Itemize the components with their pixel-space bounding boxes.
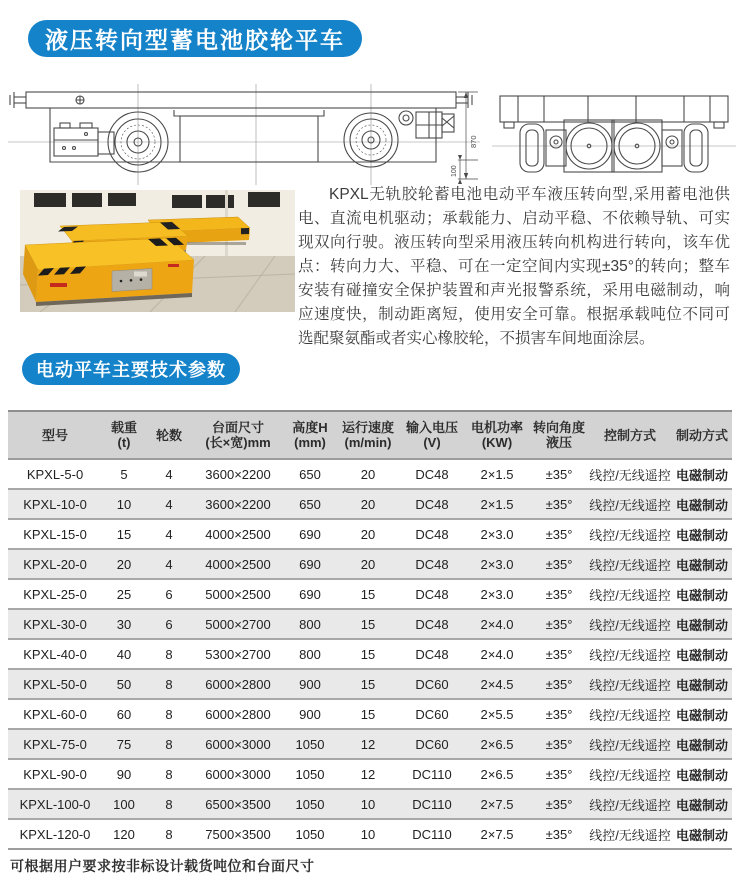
column-header: 型号 xyxy=(8,411,102,459)
table-cell: 1050 xyxy=(295,736,325,752)
table-cell: 线控/无线遥控 xyxy=(589,617,671,633)
column-header: 控制方式 xyxy=(588,411,672,459)
table-cell: 线控/无线遥控 xyxy=(589,497,671,513)
table-cell: 10 xyxy=(360,796,376,812)
table-cell: KPXL-120-0 xyxy=(19,826,91,842)
table-row xyxy=(8,489,732,519)
table-cell: DC110 xyxy=(412,826,452,842)
table-cell: 线控/无线遥控 xyxy=(589,527,671,543)
table-cell: 6000×3000 xyxy=(205,766,271,782)
table-cell: 900 xyxy=(299,706,321,722)
column-header: 轮数 xyxy=(146,411,192,459)
table-cell: 2×6.5 xyxy=(480,736,514,752)
table-cell: 10 xyxy=(360,826,376,842)
table-cell: 15 xyxy=(360,616,376,632)
table-cell: ±35° xyxy=(545,736,573,752)
column-header: 输入电压 (V) xyxy=(400,411,464,459)
table-cell: 2×5.5 xyxy=(480,706,514,722)
table-cell: KPXL-90-0 xyxy=(23,766,87,782)
table-cell: DC48 xyxy=(415,496,449,512)
table-cell: 电磁制动 xyxy=(675,617,728,633)
page-title-banner xyxy=(28,20,362,57)
specs-table-body xyxy=(8,459,732,849)
table-cell: 800 xyxy=(299,646,321,662)
table-cell: 电磁制动 xyxy=(675,767,728,783)
table-row xyxy=(8,819,732,849)
table-cell: 2×3.0 xyxy=(480,586,514,602)
table-cell: 电磁制动 xyxy=(675,737,728,753)
table-cell: KPXL-50-0 xyxy=(23,676,87,692)
table-cell: KPXL-100-0 xyxy=(19,796,91,812)
product-description: KPXL无轨胶轮蓄电池电动平车液压转向型,采用蓄电池供电、直流电机驱动；承载能力、启动平稳、不依赖导轨、可实现双向行驶。液压转向型采用液压转向机构进行转向，该车优点：转向力大、平稳、可在一定空间内实现±35°的转向；整车安装有碰撞安全保护装置和声光报警系统，采用电磁制动，响应速度快，制动距离短，使用安全可靠。根据承载吨位不同可选配聚氨酯或者实心橡胶轮，不损害车间地面涂层。 xyxy=(298,186,730,347)
table-cell: 2×7.5 xyxy=(480,826,514,842)
table-cell: DC48 xyxy=(415,526,449,542)
table-cell: 5000×2700 xyxy=(205,616,271,632)
table-cell: KPXL-10-0 xyxy=(23,496,87,512)
table-cell: DC110 xyxy=(412,796,452,812)
table-cell: 690 xyxy=(299,526,321,542)
table-cell: 12 xyxy=(360,766,376,782)
table-cell: 20 xyxy=(360,526,376,542)
table-cell: DC48 xyxy=(415,646,449,662)
column-header: 运行速度 (m/min) xyxy=(336,411,400,459)
table-cell: 电磁制动 xyxy=(675,467,728,483)
table-cell: 电磁制动 xyxy=(675,497,728,513)
table-cell: 8 xyxy=(165,706,173,722)
table-cell: 650 xyxy=(299,466,321,482)
table-cell: 3600×2200 xyxy=(205,496,271,512)
table-cell: 电磁制动 xyxy=(675,677,728,693)
table-cell: 1050 xyxy=(295,796,325,812)
column-header: 制动方式 xyxy=(672,411,732,459)
table-cell: 690 xyxy=(299,556,321,572)
table-cell: 线控/无线遥控 xyxy=(589,827,671,843)
table-cell: DC60 xyxy=(415,736,449,752)
table-cell: KPXL-20-0 xyxy=(23,556,87,572)
table-cell: 25 xyxy=(116,586,132,602)
table-cell: 线控/无线遥控 xyxy=(589,767,671,783)
table-cell: ±35° xyxy=(545,466,573,482)
table-cell: 线控/无线遥控 xyxy=(589,737,671,753)
table-cell: 10 xyxy=(116,496,132,512)
table-cell: 3600×2200 xyxy=(205,466,271,482)
column-header: 转向角度 液压 xyxy=(530,411,588,459)
end-view-drawing xyxy=(492,84,736,179)
table-cell: KPXL-25-0 xyxy=(23,586,87,602)
table-cell: 线控/无线遥控 xyxy=(589,707,671,723)
table-cell: ±35° xyxy=(545,496,573,512)
table-cell: 15 xyxy=(360,646,376,662)
table-cell: 30 xyxy=(116,616,132,632)
table-cell: 电磁制动 xyxy=(675,587,728,603)
table-cell: DC48 xyxy=(415,556,449,572)
table-cell: 15 xyxy=(360,706,376,722)
table-cell: 7500×3500 xyxy=(205,826,271,842)
table-cell: 2×4.5 xyxy=(480,676,514,692)
table-cell: 4 xyxy=(165,526,173,542)
table-cell: 20 xyxy=(116,556,132,572)
table-cell: 线控/无线遥控 xyxy=(589,587,671,603)
table-cell: 40 xyxy=(116,646,132,662)
table-cell: 100 xyxy=(113,796,135,812)
table-cell: KPXL-75-0 xyxy=(23,736,87,752)
section-title: 电动平车主要技术参数 xyxy=(36,360,226,380)
table-cell: 8 xyxy=(165,736,173,752)
table-cell: ±35° xyxy=(545,766,573,782)
table-cell: 5300×2700 xyxy=(205,646,271,662)
table-cell: DC48 xyxy=(415,466,449,482)
table-cell: KPXL-15-0 xyxy=(23,526,87,542)
specs-table-header xyxy=(8,411,732,459)
table-row xyxy=(8,699,732,729)
table-cell: ±35° xyxy=(545,616,573,632)
table-cell: 50 xyxy=(116,676,132,692)
table-cell: ±35° xyxy=(545,796,573,812)
table-cell: 8 xyxy=(165,646,173,662)
table-cell: 6000×2800 xyxy=(205,676,271,692)
dimension-label-100: 100 xyxy=(451,165,458,177)
table-cell: 线控/无线遥控 xyxy=(589,677,671,693)
table-cell: 2×1.5 xyxy=(480,466,514,482)
table-cell: 电磁制动 xyxy=(675,557,728,573)
table-cell: 75 xyxy=(116,736,132,752)
table-cell: ±35° xyxy=(545,556,573,572)
table-row xyxy=(8,789,732,819)
table-cell: 4 xyxy=(165,496,173,512)
table-cell: 4000×2500 xyxy=(205,526,271,542)
table-cell: KPXL-30-0 xyxy=(23,616,87,632)
table-cell: 5 xyxy=(120,466,128,482)
table-cell: 电磁制动 xyxy=(675,797,728,813)
table-cell: 650 xyxy=(299,496,321,512)
table-cell: 12 xyxy=(360,736,376,752)
table-cell: 1050 xyxy=(295,826,325,842)
table-cell: 8 xyxy=(165,826,173,842)
column-header: 电机功率 (KW) xyxy=(464,411,530,459)
table-cell: 电磁制动 xyxy=(675,827,728,843)
table-cell: DC110 xyxy=(412,766,452,782)
footer-note: 可根据用户要求按非标设计载货吨位和台面尺寸 xyxy=(10,858,315,874)
table-cell: 800 xyxy=(299,616,321,632)
table-row xyxy=(8,759,732,789)
table-cell: 2×7.5 xyxy=(480,796,514,812)
table-cell: 线控/无线遥控 xyxy=(589,467,671,483)
section-title-banner xyxy=(22,353,240,385)
table-cell: 线控/无线遥控 xyxy=(589,797,671,813)
table-cell: 6000×3000 xyxy=(205,736,271,752)
table-cell: 6500×3500 xyxy=(205,796,271,812)
table-cell: 6 xyxy=(165,586,173,602)
table-cell: 4 xyxy=(165,466,173,482)
header-row xyxy=(8,411,732,459)
table-cell: DC48 xyxy=(415,616,449,632)
table-row xyxy=(8,519,732,549)
table-cell: 20 xyxy=(360,496,376,512)
table-cell: ±35° xyxy=(545,646,573,662)
table-cell: ±35° xyxy=(545,706,573,722)
table-cell: 6 xyxy=(165,616,173,632)
table-cell: 线控/无线遥控 xyxy=(589,647,671,663)
product-photo xyxy=(20,190,295,312)
table-cell: ±35° xyxy=(545,826,573,842)
side-view-drawing xyxy=(8,82,490,187)
table-cell: 2×6.5 xyxy=(480,766,514,782)
table-cell: ±35° xyxy=(545,586,573,602)
column-header: 载重 (t) xyxy=(102,411,146,459)
table-cell: KPXL-60-0 xyxy=(23,706,87,722)
table-cell: 2×4.0 xyxy=(480,616,514,632)
table-cell: 60 xyxy=(116,706,132,722)
specs-table xyxy=(8,410,732,850)
table-cell: 电磁制动 xyxy=(675,707,728,723)
table-cell: DC48 xyxy=(415,586,449,602)
table-cell: 2×1.5 xyxy=(480,496,514,512)
table-cell: ±35° xyxy=(545,526,573,542)
table-row xyxy=(8,459,732,489)
table-cell: 690 xyxy=(299,586,321,602)
table-cell: 电磁制动 xyxy=(675,647,728,663)
table-row xyxy=(8,639,732,669)
table-cell: 线控/无线遥控 xyxy=(589,557,671,573)
table-row xyxy=(8,579,732,609)
column-header: 台面尺寸 (长×宽)mm xyxy=(192,411,284,459)
cart-front xyxy=(23,238,194,306)
table-cell: 4 xyxy=(165,556,173,572)
table-cell: KPXL-5-0 xyxy=(26,466,84,482)
table-cell: 8 xyxy=(165,796,173,812)
dimension-label-870: 870 xyxy=(469,135,478,148)
table-cell: 4000×2500 xyxy=(205,556,271,572)
column-header: 高度H (mm) xyxy=(284,411,336,459)
table-cell: 15 xyxy=(116,526,132,542)
table-cell: 20 xyxy=(360,556,376,572)
page-title: 液压转向型蓄电池胶轮平车 xyxy=(45,27,345,53)
table-cell: 1050 xyxy=(295,766,325,782)
table-cell: 8 xyxy=(165,766,173,782)
table-cell: 900 xyxy=(299,676,321,692)
table-row xyxy=(8,669,732,699)
table-cell: 2×3.0 xyxy=(480,526,514,542)
table-cell: DC60 xyxy=(415,676,449,692)
table-cell: 20 xyxy=(360,466,376,482)
table-cell: 15 xyxy=(360,586,376,602)
table-cell: 8 xyxy=(165,676,173,692)
table-cell: 120 xyxy=(113,826,135,842)
table-row xyxy=(8,549,732,579)
table-cell: 5000×2500 xyxy=(205,586,271,602)
table-cell: 90 xyxy=(116,766,132,782)
table-cell: KPXL-40-0 xyxy=(23,646,87,662)
table-cell: 2×3.0 xyxy=(480,556,514,572)
table-cell: 2×4.0 xyxy=(480,646,514,662)
table-row xyxy=(8,729,732,759)
table-cell: 电磁制动 xyxy=(675,527,728,543)
table-cell: 15 xyxy=(360,676,376,692)
table-cell: DC60 xyxy=(415,706,449,722)
table-cell: ±35° xyxy=(545,676,573,692)
table-row xyxy=(8,609,732,639)
table-cell: 6000×2800 xyxy=(205,706,271,722)
